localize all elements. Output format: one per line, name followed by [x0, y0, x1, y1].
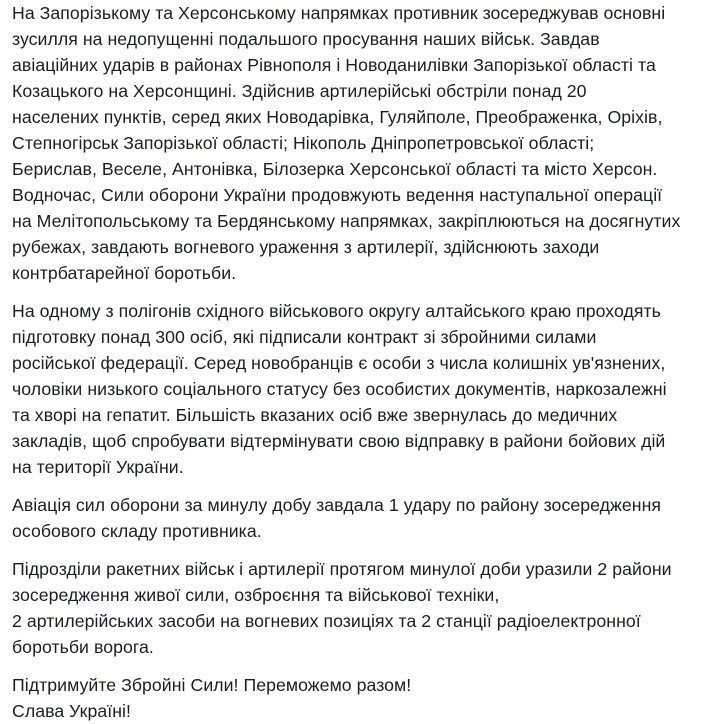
- text-line: населених пунктів, серед яких Новодарівка, Гуляйполе, Преображенка, Оріхів,: [12, 107, 663, 127]
- text-line: Степногірськ Запорізької області; Нікополь Дніпропетровської області;: [12, 133, 595, 153]
- text-line: контрбатарейної боротьби.: [12, 263, 237, 283]
- paragraph-recruits: [12, 298, 717, 480]
- paragraph-closing: [12, 672, 717, 724]
- text-line: підготовку понад 300 осіб, які підписали контракт зі збройними силами: [12, 327, 597, 347]
- paragraph-artillery: [12, 556, 717, 660]
- paragraph-gap: [12, 660, 717, 672]
- text-line: Козацького на Херсонщині. Здійснив артилерійські обстріли понад 20: [12, 81, 587, 101]
- text-line: На Запорізькому та Херсонському напрямках противник зосереджував основні: [12, 3, 666, 23]
- paragraph-gap: [12, 286, 717, 298]
- text-line: Авіація сил оборони за минулу добу завдала 1 удару по району зосередження: [12, 495, 662, 515]
- paragraph-front-situation: [12, 0, 717, 286]
- text-line: особового складу противника.: [12, 521, 262, 541]
- text-line: рубежах, завдають вогневого ураження з артилерії, здійснюють заходи: [12, 237, 600, 257]
- text-line: зосередження живої сили, озброєння та військової техніки,: [12, 585, 500, 605]
- text-line: російської федерації. Серед новобранців є особи з числа колишніх ув'язнених,: [12, 353, 666, 373]
- text-line: Підрозділи ракетних військ і артилерії протягом минулої доби уразили 2 райони: [12, 559, 672, 579]
- text-line: на Мелітопольському та Бердянському напрямках, закріплюються на досягнутих: [12, 211, 681, 231]
- text-line: авіаційних ударів в районах Рівнополя і Новоданилівки Запорізької області та: [12, 55, 656, 75]
- text-line: закладів, щоб спробувати відтермінувати свою відправку в райони бойових дій: [12, 431, 666, 451]
- paragraph-gap: [12, 480, 717, 492]
- paragraph-aviation: [12, 492, 717, 544]
- text-line: на території України.: [12, 457, 184, 477]
- text-line: Підтримуйте Збройні Сили! Переможемо разом!: [12, 675, 412, 695]
- text-line: Водночас, Сили оборони України продовжують ведення наступальної операції: [12, 185, 663, 205]
- text-line: зусилля на недопущенні подальшого просування наших військ. Завдав: [12, 29, 600, 49]
- text-line: Слава Україні!: [12, 701, 131, 721]
- text-line: та хворі на гепатит. Більшість вказаних осіб вже звернулась до медичних: [12, 405, 618, 425]
- paragraph-gap: [12, 544, 717, 556]
- text-line: 2 артилерійських засоби на вогневих позиціях та 2 станції радіоелектронної: [12, 611, 641, 631]
- text-line: чоловіки низького соціального статусу без особистих документів, наркозалежні: [12, 379, 667, 399]
- text-line: боротьби ворога.: [12, 637, 154, 657]
- text-line: Берислав, Веселе, Антонівка, Білозерка Херсонської області та місто Херсон.: [12, 159, 658, 179]
- text-line: На одному з полігонів східного військового округу алтайського краю проходять: [12, 301, 661, 321]
